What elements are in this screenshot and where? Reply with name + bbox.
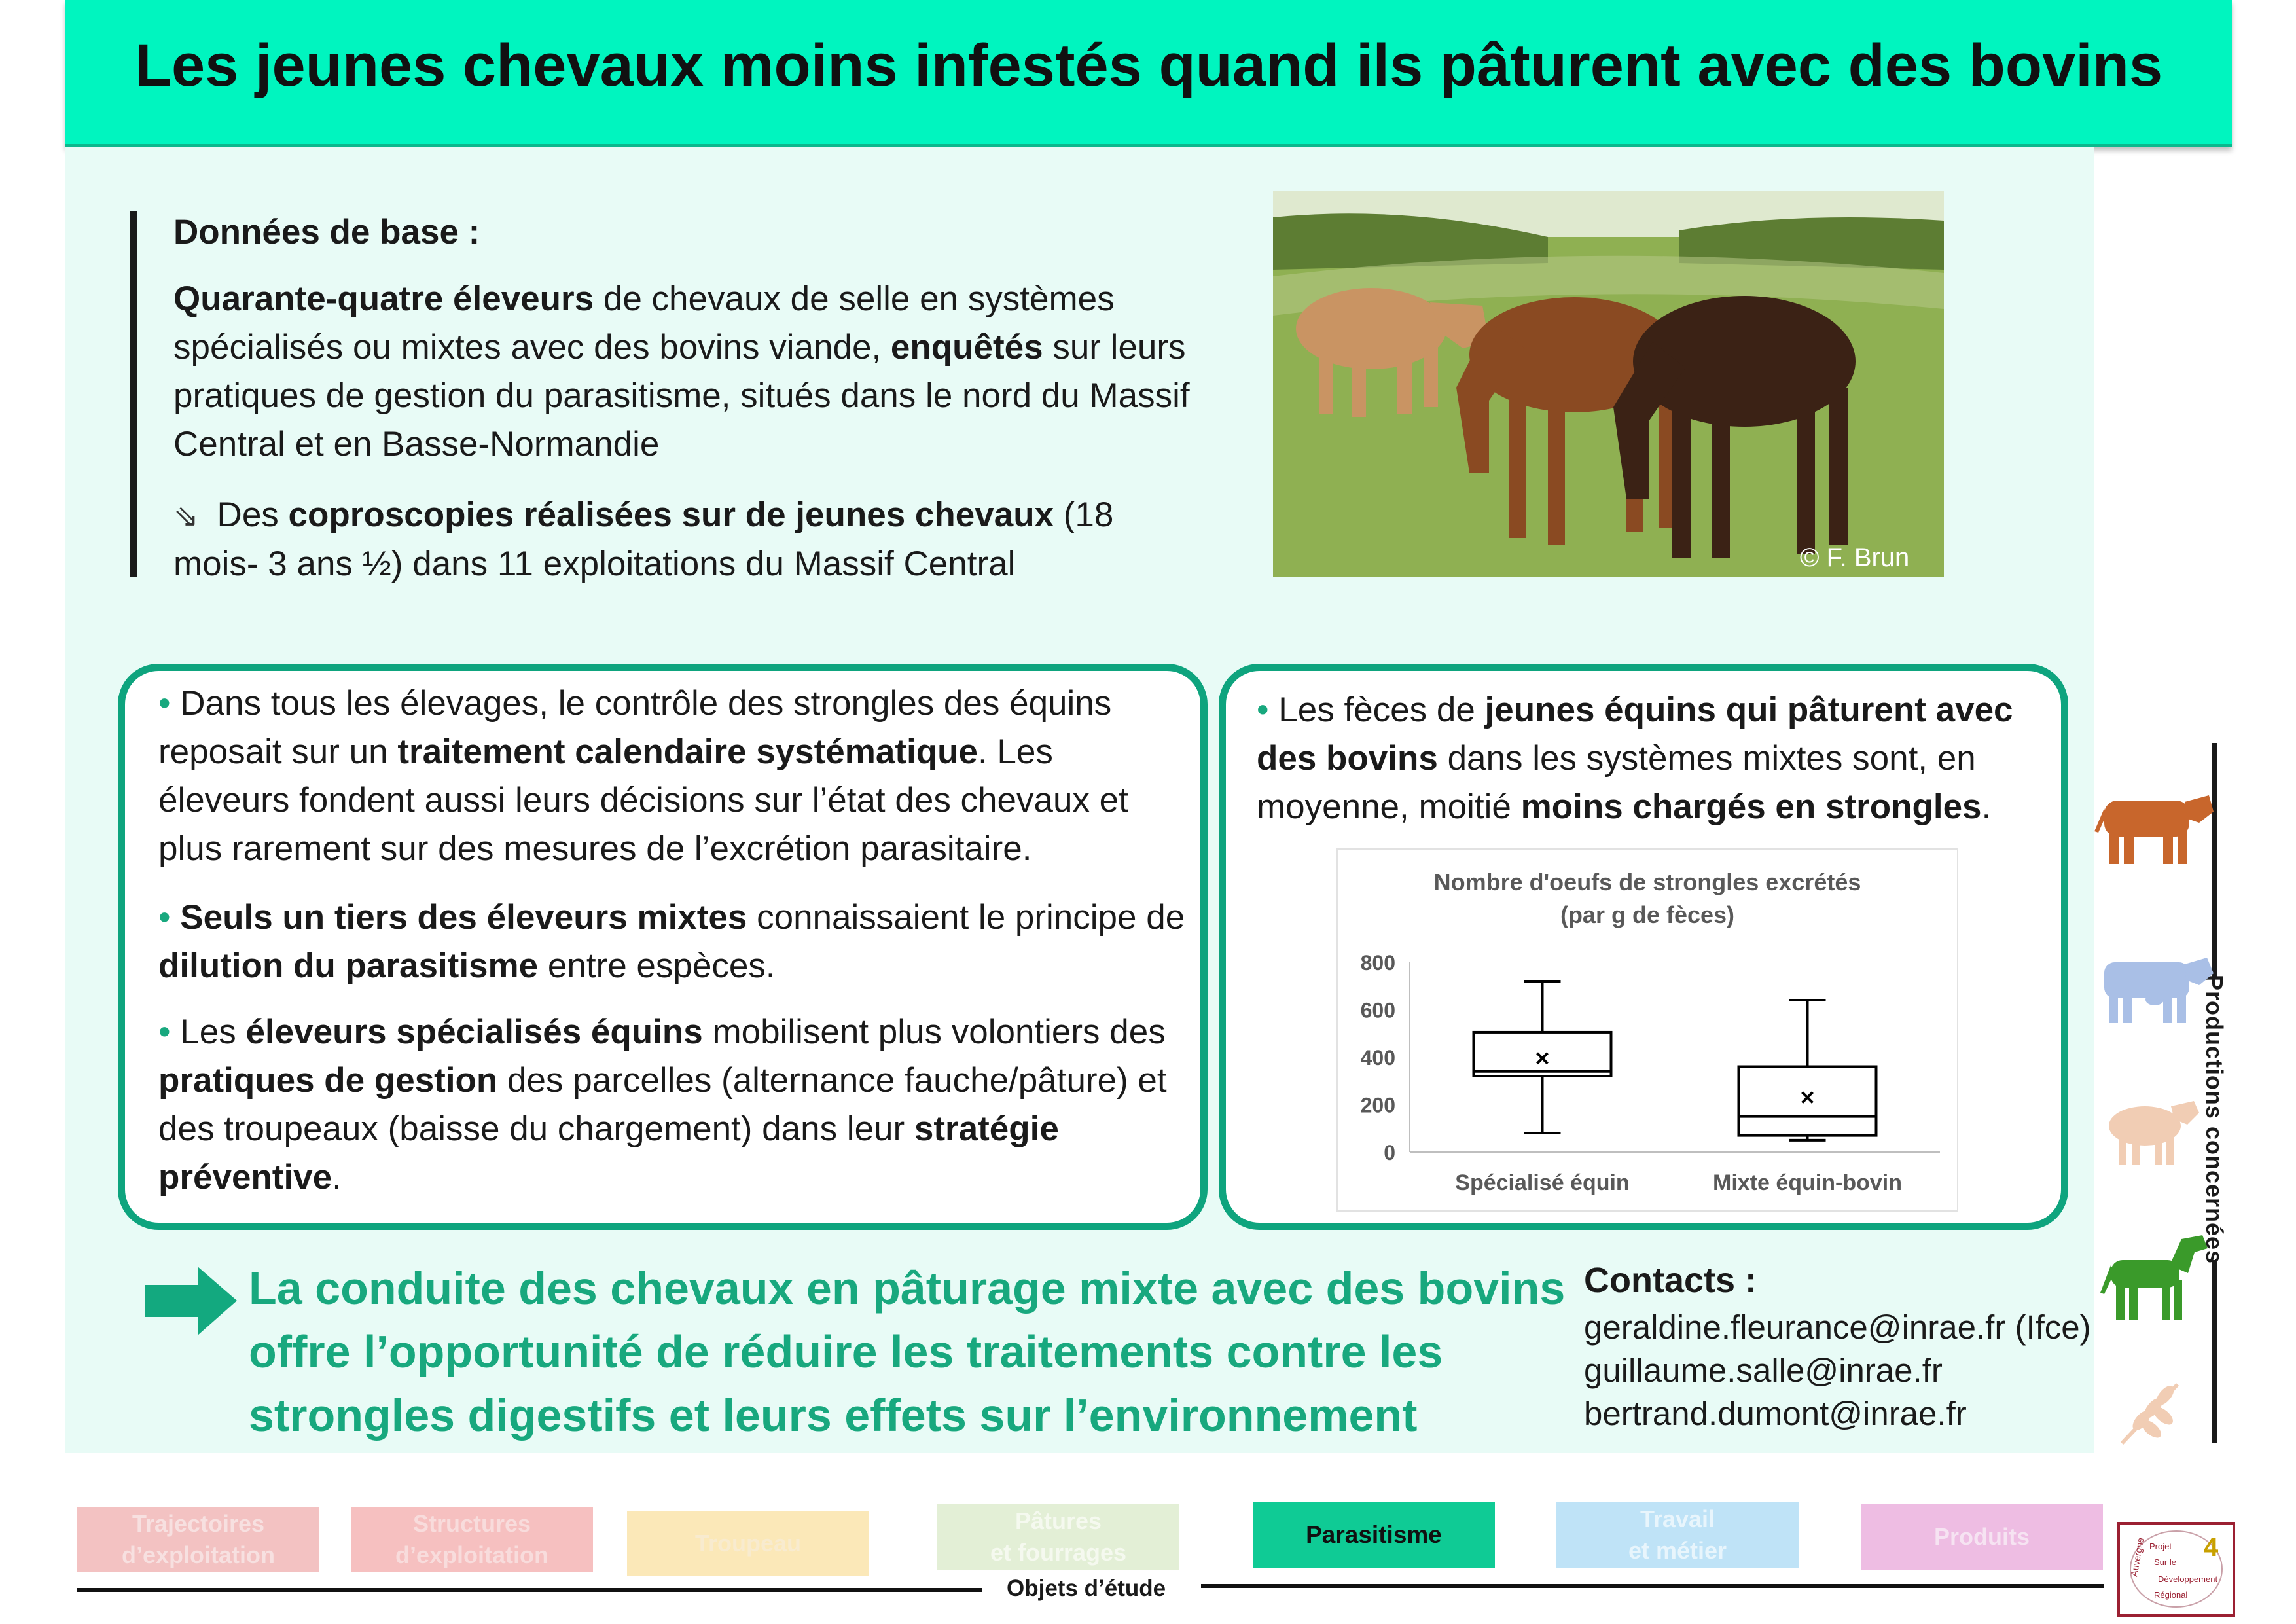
box-plot-chart [1336, 848, 1958, 1212]
logo-line: Sur le [2154, 1557, 2176, 1567]
text: des parcelles (alternance fauche/pâture) et des troupeaux (baisse du chargement) dans leur [158, 1061, 1167, 1148]
finding-calendar-treatment [158, 679, 1186, 873]
y-tick-label: 200 [1360, 1093, 1395, 1117]
logo-side-text: Auvergne [2128, 1536, 2146, 1578]
result-text [1257, 691, 2013, 826]
tab-patures[interactable]: Pâtures et fourrages [937, 1504, 1179, 1570]
y-tick-label: 600 [1360, 998, 1395, 1022]
finding-text [158, 684, 1128, 868]
dairy-cow-icon [2094, 946, 2215, 1034]
text: . [1981, 787, 1992, 826]
logo-number: 4 [2204, 1533, 2219, 1562]
logo-line: Projet [2149, 1542, 2172, 1551]
coproscopy-text [173, 496, 1113, 583]
wheat-icon [2115, 1378, 2187, 1453]
y-tick-label: 800 [1360, 951, 1395, 975]
y-tick-label: 0 [1384, 1141, 1395, 1164]
text: sur leurs pratiques de gestion du parasitisme, situés dans le nord du Massif Central et en Basse-Normandie [173, 328, 1190, 463]
bold-text: éleveurs spécialisés équins [245, 1013, 703, 1051]
contact-email[interactable]: bertrand.dumont@inrae.fr [1584, 1395, 1967, 1432]
box-plot-svg [1338, 850, 1957, 1210]
y-tick-label: 400 [1360, 1046, 1395, 1070]
text: Dans tous les élevages, le contrôle des strongles des équins reposait sur un [158, 684, 1112, 771]
contacts-heading: Contacts : [1584, 1261, 1757, 1300]
text: de chevaux de selle en systèmes spécialisés ou mixtes avec des bovins viande, [173, 280, 1115, 367]
logo-line: Régional [2154, 1590, 2188, 1600]
x-tick-label: Spécialisé équin [1455, 1170, 1630, 1195]
bold-text: Quarante-quatre éleveurs [173, 280, 594, 318]
sidebar-divider [2212, 1260, 2217, 1443]
chart-title: Nombre d'oeufs de strongles excrétés [1433, 869, 1861, 895]
box [1474, 1032, 1611, 1076]
finding-text [158, 1013, 1167, 1197]
bold-text: Seuls un tiers des éleveurs mixtes [180, 898, 747, 937]
text: Les [180, 1013, 246, 1051]
bullet-icon: • [158, 684, 181, 723]
text: (18 mois- 3 ans ½) dans 11 exploitations du Massif Central [173, 496, 1114, 583]
text: . [332, 1158, 342, 1197]
base-data-bar [130, 211, 137, 577]
finding-dilution [158, 893, 1186, 990]
bold-text: traitement calendaire systématique [397, 732, 978, 771]
bullet-icon: • [158, 1013, 181, 1051]
bold-text: coproscopies réalisées sur de jeunes chevaux [288, 496, 1054, 534]
text: connaissaient le principe de [747, 898, 1185, 937]
text: dans les systèmes mixtes sont, en moyenne, moitié [1257, 739, 1976, 826]
tab-parasitisme[interactable]: Parasitisme [1253, 1502, 1495, 1568]
bold-text: pratiques de gestion [158, 1061, 498, 1100]
box [1739, 1067, 1876, 1136]
page-title: Les jeunes chevaux moins infestés quand ils pâturent avec des bovins [134, 32, 2163, 99]
bullet-icon: • [158, 898, 181, 937]
base-data-paragraph [173, 275, 1194, 469]
arrow-down-right-icon: ⇘ [173, 499, 199, 533]
text: entre espèces. [538, 947, 776, 985]
bullet-icon: • [1257, 691, 1279, 729]
psdr-logo [2117, 1522, 2235, 1617]
photo-credit: © F. Brun [1800, 543, 1910, 572]
chart-subtitle: (par g de fèces) [1560, 901, 1735, 928]
logo-line: Développement [2158, 1574, 2218, 1584]
text: Des [217, 496, 289, 534]
finding-text [158, 898, 1185, 985]
x-tick-label: Mixte équin-bovin [1713, 1170, 1902, 1195]
bold-text: moins chargés en strongles [1520, 787, 1982, 826]
beef-cattle-icon [2094, 782, 2215, 871]
coproscopy-paragraph [173, 491, 1194, 588]
bottom-divider [1201, 1584, 2104, 1588]
finding-management [158, 1008, 1186, 1202]
text: . Les éleveurs fondent aussi leurs décisions sur l’état des chevaux et plus rarement sur des mesures de l’excrétion parasitaire. [158, 732, 1128, 868]
bold-text: jeunes équins qui pâturent avec des bovins [1257, 691, 2013, 778]
contact-email[interactable]: geraldine.fleurance@inrae.fr (Ifce) [1584, 1308, 2091, 1346]
horses-cow-photo [1273, 191, 1944, 577]
tab-troupeau[interactable]: Troupeau [627, 1511, 869, 1576]
sheep-icon [2102, 1093, 2200, 1172]
base-data-heading: Données de base : [173, 213, 480, 251]
horse-icon [2098, 1234, 2209, 1326]
bold-text: stratégie préventive [158, 1110, 1059, 1197]
contact-email[interactable]: guillaume.salle@inrae.fr [1584, 1352, 1943, 1389]
pasture-illustration [1273, 191, 1944, 577]
productions-label: Productions concernées [2201, 974, 2228, 1265]
tab-structures[interactable]: Structures d’exploitation [351, 1507, 593, 1572]
bold-text: dilution du parasitisme [158, 947, 539, 985]
objets-label: Objets d’étude [1007, 1576, 1166, 1601]
conclusion-arrow-icon [145, 1267, 237, 1339]
result-paragraph [1257, 686, 2042, 831]
tab-travail[interactable]: Travail et métier [1556, 1502, 1799, 1568]
bottom-divider [77, 1588, 982, 1592]
bold-text: enquêtés [890, 328, 1043, 367]
text: mobilisent plus volontiers des [702, 1013, 1166, 1051]
text: Les fèces de [1278, 691, 1485, 729]
tab-trajectoires[interactable]: Trajectoires d’exploitation [77, 1507, 319, 1572]
conclusion-text: La conduite des chevaux en pâturage mixte avec des bovins offre l’opportunité de réduire les traitements contre les strongles digestifs et leurs effets sur l’environnement [249, 1263, 1566, 1441]
tab-produits[interactable]: Produits [1861, 1504, 2103, 1570]
